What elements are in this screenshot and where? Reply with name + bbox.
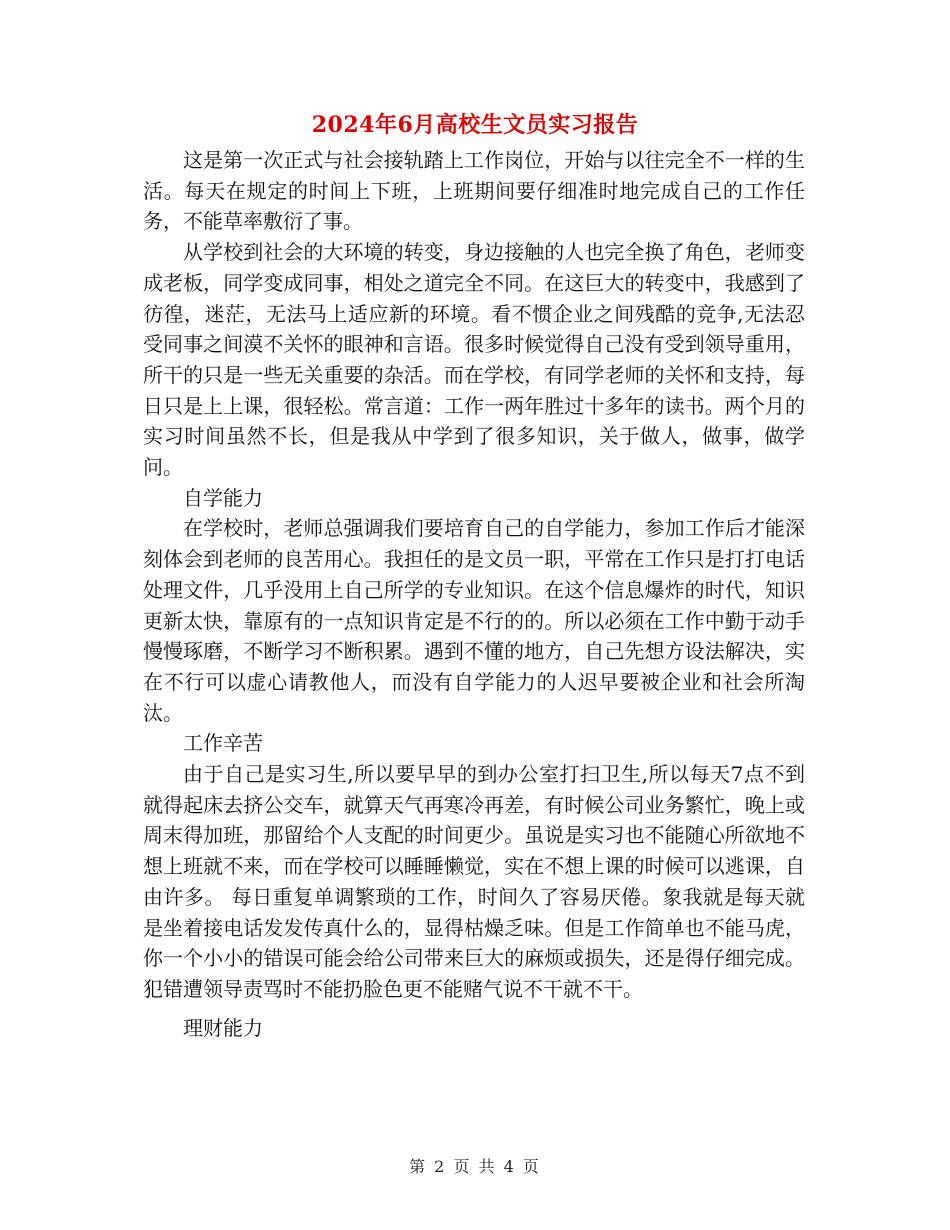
paragraph-transition: 从学校到社会的大环境的转变，身边接触的人也完全换了角色，老师变成老板，同学变成同事，相处之道完全不同。在这巨大的转变中，我感到了彷徨，迷茫，无法马上适应新的环境。看不惯企业之间残酷的竞争,无法忍受同事之间漠不关怀的眼神和言语。很多时候觉得自己没有受到领导重用，所干的只是一些无关重要的杂活。而在学校，有同学老师的关怀和支持，每日只是上上课，很轻松。常言道：工作一两年胜过十多年的读书。两个月的实习时间虽然不长，但是我从中学到了很多知识，关于做人，做事，做学问。 bbox=[143, 240, 805, 480]
paragraph-hard-work: 由于自己是实习生,所以要早早的到办公室打扫卫生,所以每天7点不到就得起床去挤公交车，就算天气再寒冷再差，有时候公司业务繁忙，晚上或周末得加班，那留给个人支配的时间更少。虽说是实习也不能随心所欲地不想上班就不来，而在学校可以睡睡懒觉，实在不想上课的时候可以逃课，自由许多。 每日重复单调繁琐的工作，时间久了容易厌倦。象我就是每天就是坐着接电话发发传真什么的，显得枯燥乏味。但是工作简单也不能马虎，你一个小小的错误可能会给公司带来巨大的麻烦或损失，还是得仔细完成。犯错遭领导责骂时不能扔脸色更不能赌气说不干就不干。 bbox=[143, 762, 805, 1001]
paragraph-intro: 这是第一次正式与社会接轨踏上工作岗位，开始与以往完全不一样的生活。每天在规定的时间上下班，上班期间要仔细准时地完成自己的工作任务，不能草率敷衍了事。 bbox=[143, 148, 805, 234]
page-footer: 第 2 页 共 4 页 bbox=[409, 1157, 541, 1176]
section-heading-hard-work: 工作辛苦 bbox=[183, 731, 263, 756]
section-heading-finance: 理财能力 bbox=[183, 1015, 263, 1040]
document-body bbox=[143, 145, 805, 1043]
section-heading-self-study: 自学能力 bbox=[183, 485, 263, 510]
paragraph-self-study: 在学校时，老师总强调我们要培育自己的自学能力，参加工作后才能深刻体会到老师的良苦用心。我担任的是文员一职，平常在工作只是打打电话处理文件，几乎没用上自己所学的专业知识。在这个信息爆炸的时代，知识更新太快，靠原有的一点知识肯定是不行的的。所以必须在工作中勤于动手慢慢琢磨，不断学习不断积累。遇到不懂的地方，自己先想方设法解决，实在不行可以虚心请教他人，而没有自学能力的人迟早要被企业和社会所淘汰。 bbox=[143, 516, 805, 725]
document-title: 2024年6月高校生文员实习报告 bbox=[311, 112, 639, 138]
